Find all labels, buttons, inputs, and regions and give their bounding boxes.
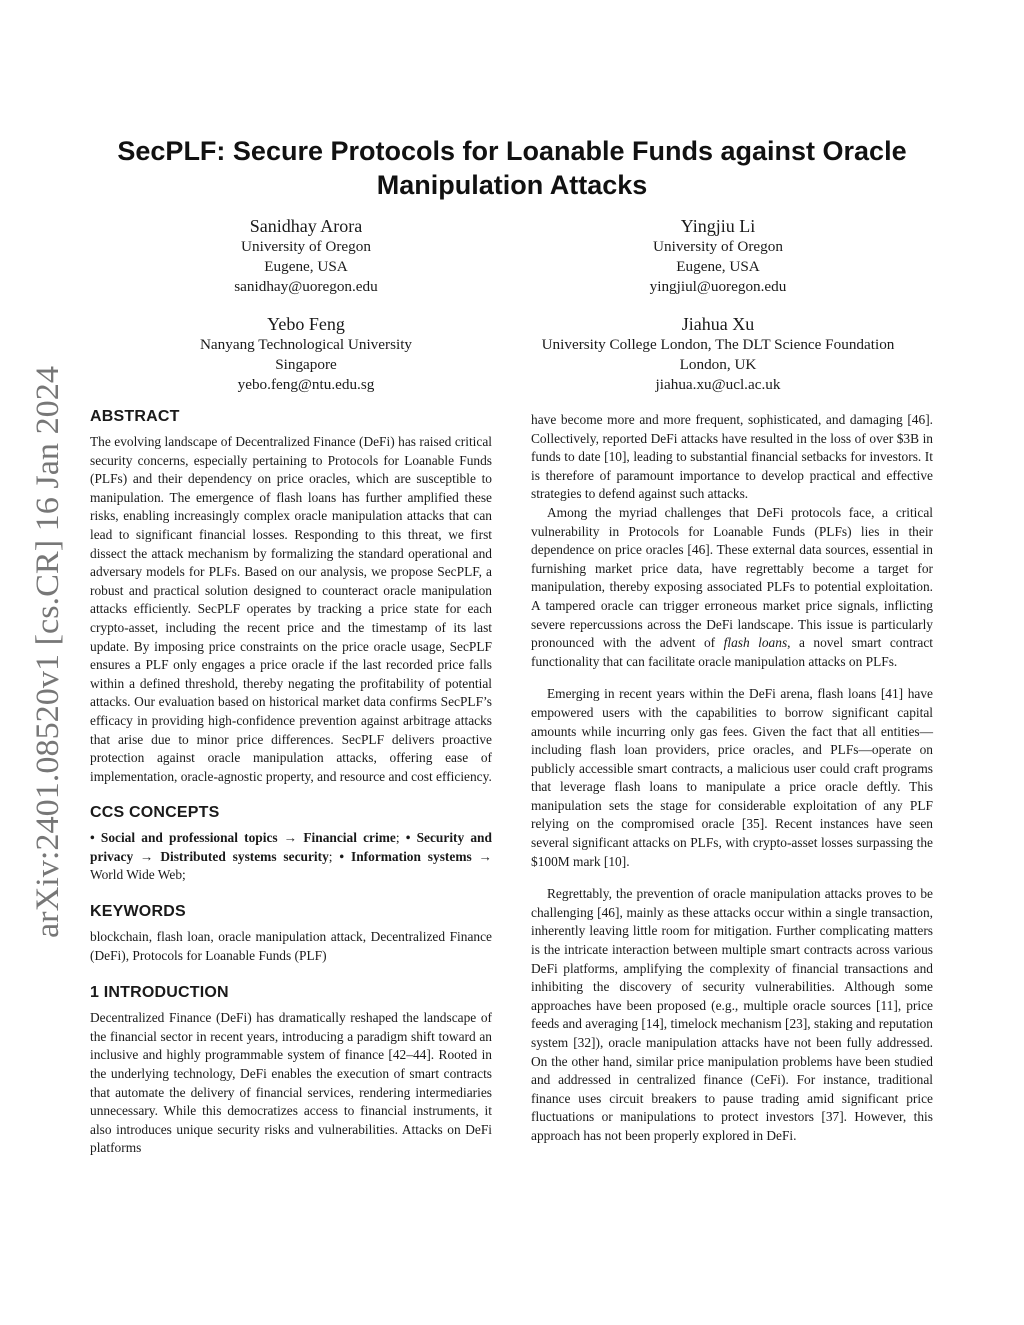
ccs-arrow: → xyxy=(478,848,492,864)
paper-title-line-1: SecPLF: Secure Protocols for Loanable Funds against Oracle xyxy=(117,136,907,166)
ccs-bullet: • xyxy=(405,830,411,846)
ccs-concept-3: World Wide Web xyxy=(90,867,183,883)
author-affiliation: University of Oregon xyxy=(653,238,783,255)
arxiv-identifier: arXiv:2401.08520v1 [cs.CR] 16 Jan 2024 xyxy=(30,386,66,938)
intro-paragraph-2-part-a: Among the myriad challenges that DeFi protocols face, a critical vulnerability in Protocols for Loanable Funds (PLFs) lies in their dependence on price oracles [46]. These external data sources, essential in furnishing market price data, have regrettably become a target for manipulation, thereby exposing associated PLFs to potential exploitation. A tampered oracle can trigger erroneous market price signals, inflicting severe repercussions across the DeFi landscape. This issue is particularly pronounced with the advent of xyxy=(531,504,933,651)
author-name: Sanidhay Arora xyxy=(249,216,363,236)
author-email: sanidhay@uoregon.edu xyxy=(234,278,378,295)
ccs-topic-3: Information systems xyxy=(351,848,472,864)
author-email: yingjiul@uoregon.edu xyxy=(649,278,787,295)
ccs-arrow: → xyxy=(283,830,298,846)
introduction-heading: 1 INTRODUCTION xyxy=(90,984,229,1002)
ccs-concepts: • Social and professional topics → Financial crime; • Security and privacy → Distributed systems security; • Information systems → World Wide Web; xyxy=(90,830,492,883)
right-column xyxy=(531,411,933,1146)
intro-paragraph-2 xyxy=(531,504,933,671)
author-affiliation: University College London, The DLT Science Foundation xyxy=(541,336,895,353)
author-block-4 xyxy=(508,313,928,395)
ccs-concept-2: Distributed systems security xyxy=(160,848,329,864)
arxiv-sidebar-graphic xyxy=(22,362,70,942)
author-block-3 xyxy=(96,313,516,395)
ccs-bullet: • xyxy=(90,830,95,846)
left-column xyxy=(90,407,492,1158)
author-email: yebo.feng@ntu.edu.sg xyxy=(237,376,375,393)
author-name: Yebo Feng xyxy=(267,314,345,334)
author-block-1 xyxy=(96,215,516,297)
ccs-arrow: → xyxy=(140,848,154,864)
intro-paragraph-3: Emerging in recent years within the DeFi arena, flash loans [41] have empowered users with the capabilities to borrow significant capital amounts while incurring only gas fees. Given the fact that all entities—including flash loan providers, price oracles, and PLFs—operate on publicly accessible smart contracts, a malicious user could craft programs that leverage flash loans to manipulate a price oracle deftly. This manipulation sets the stage for considerable exploitation of any PLF relying on the compromised oracle [35]. Recent instances have seen several significant attacks on PLFs, with crypto-asset losses surpassing the $100M mark [10]. xyxy=(531,686,933,869)
author-affiliation: University of Oregon xyxy=(241,238,371,255)
author-name: Jiahua Xu xyxy=(681,314,755,334)
author-email: jiahua.xu@ucl.ac.uk xyxy=(655,376,781,393)
keywords-text: blockchain, flash loan, oracle manipulation attack, Decentralized Finance (DeFi), Protocols for Loanable Funds (PLF) xyxy=(90,929,492,963)
ccs-bullet: • xyxy=(339,848,345,864)
ccs-topic-2: Security and privacy xyxy=(90,830,492,864)
intro-paragraph-1-continued: have become more and more frequent, sophisticated, and damaging [46]. Collectively, reported DeFi attacks have resulted in the loss of over $3B in funds to date [10], leading to substantial financial setbacks for investors. It is therefore of paramount importance to develop practical and effective strategies to defend against such attacks. xyxy=(531,412,933,502)
intro-paragraph-1: Decentralized Finance (DeFi) has dramatically reshaped the landscape of the financial sector in recent years, introducing a paradigm shift toward an inclusive and highly programmable system of finance [42–44]. Rooted in the underlying technology, DeFi enables the execution of smart contracts that automate the delivery of financial services, rendering intermediaries unnecessary. While this democratizes access to financial instruments, it also introduces unique security risks and vulnerabilities. Attacks on DeFi platforms xyxy=(90,1010,492,1156)
paper-title xyxy=(90,134,934,202)
keywords-heading: KEYWORDS xyxy=(90,903,186,921)
author-location: Eugene, USA xyxy=(676,258,760,275)
author-location: Singapore xyxy=(275,356,337,373)
author-location: London, UK xyxy=(679,356,757,373)
paper-title-line-2: Manipulation Attacks xyxy=(376,170,648,200)
arxiv-sidebar xyxy=(22,362,70,942)
author-block-2 xyxy=(508,215,928,297)
author-name: Yingjiu Li xyxy=(680,216,756,236)
author-location: Eugene, USA xyxy=(264,258,348,275)
ccs-topic-1: Social and professional topics xyxy=(100,830,278,846)
intro-paragraph-4: Regrettably, the prevention of oracle manipulation attacks proves to be challenging [46], mainly as these attacks occur within a single transaction, inherently leaving little room for mitigation. Further complicating matters is the intricate interaction between multiple smart contracts across various DeFi platforms, amplifying the complexity of financial transactions and inhibiting the discovery of security vulnerabilities. Although some approaches have been proposed (e.g., multiple oracle sources [11], price feeds and averaging [14], timelock mechanism [23], staking and reputation system [32]), oracle manipulation attacks have not been fully addressed. On the other hand, similar price manipulation problems have been studied and addressed in centralized finance (CeFi). For instance, traditional finance uses circuit breakers to pause trading amid significant price fluctuations or manipulations to protect investors [37]. However, this approach has not been properly explored in DeFi. xyxy=(531,886,933,1143)
ccs-heading: CCS CONCEPTS xyxy=(90,804,220,822)
author-affiliation: Nanyang Technological University xyxy=(199,336,413,353)
flash-loans-emphasis: flash loans xyxy=(723,635,788,651)
abstract-text: The evolving landscape of Decentralized Finance (DeFi) has raised critical security concerns, especially pertaining to Protocols for Loanable Funds (PLFs) and their dependency on price oracles, which are susceptible to manipulation. The emergence of flash loans has further amplified these risks, enabling increasingly complex oracle manipulation attacks that can lead to significant financial losses. Responding to this threat, we first dissect the attack mechanism by formalizing the standard operational and adversary models for PLFs. Based on our analysis, we propose SecPLF, a robust and practical solution designed to counteract oracle manipulation attacks efficiently. SecPLF operates by tracking a price state for each crypto-asset, including the recent price and the timestamp of its last update. By imposing price constraints on the price oracle usage, SecPLF ensures a PLF only engages a price oracle if the last recorded price falls within a defined threshold, thereby negating the profitability of potential attacks. Our evaluation based on historical market data confirms SecPLF’s efficacy in providing high-confidence prevention against arbitrage attacks that arise due to minor price differences. SecPLF delivers proactive protection against oracle manipulation attacks, offering ease of implementation, oracle-agnostic property, and resource and cost efficiency. xyxy=(90,434,492,784)
abstract-heading: ABSTRACT xyxy=(90,408,180,425)
ccs-concept-1: Financial crime xyxy=(303,830,396,846)
intro-paragraph-2-part-b: , a novel smart contract functionality that can facilitate oracle manipulation attacks on PLFs. xyxy=(531,635,933,669)
